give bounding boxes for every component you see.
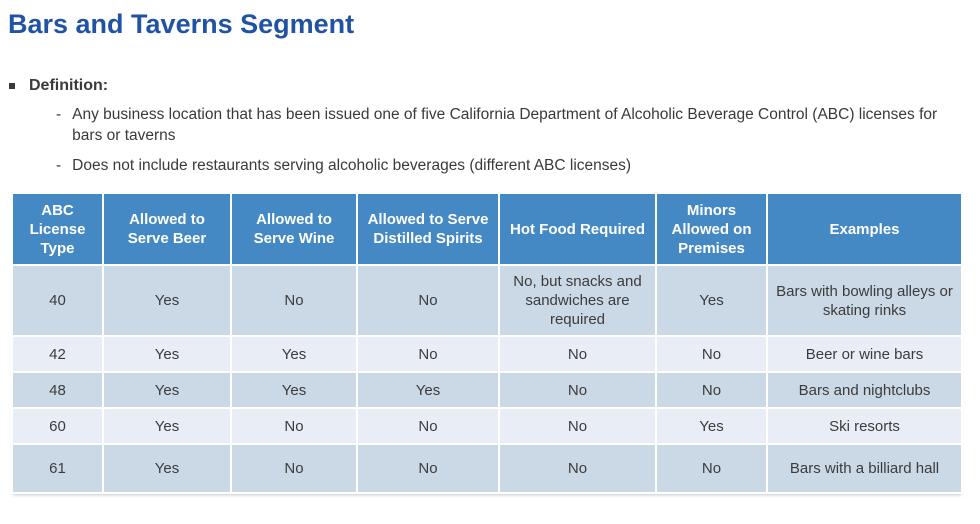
cell-minors: Yes — [657, 409, 766, 443]
dash-bullet-icon: - — [56, 106, 62, 123]
cell-serve-spirits: No — [358, 337, 498, 371]
definition-bullet-1 — [56, 104, 980, 146]
header-hot-food-required: Hot Food Required — [500, 194, 655, 264]
table-row-license-40 — [13, 266, 961, 335]
square-bullet-icon — [9, 83, 15, 89]
definition-heading — [9, 77, 980, 95]
table-row-license-60 — [13, 409, 961, 443]
cell-hot-food: No — [500, 373, 655, 407]
cell-license-type: 48 — [13, 373, 102, 407]
cell-examples: Bars with a billiard hall — [768, 445, 961, 492]
header-allowed-serve-wine: Allowed to Serve Wine — [232, 194, 356, 264]
cell-serve-wine: Yes — [232, 337, 356, 371]
header-allowed-serve-beer: Allowed to Serve Beer — [104, 194, 230, 264]
dash-bullet-icon: - — [56, 157, 62, 174]
cell-hot-food: No, but snacks and sandwiches are required — [500, 266, 655, 335]
definition-bullet-1-text: Any business location that has been issued one of five California Department of Alcoholic Beverage Control (ABC) licenses for bars or taverns — [72, 106, 938, 144]
header-minors-allowed-on-premises: Minors Allowed on Premises — [657, 194, 766, 264]
definition-label: Definition: — [29, 77, 109, 94]
definition-bullet-2 — [56, 155, 980, 176]
cell-serve-beer: Yes — [104, 337, 230, 371]
cell-license-type: 40 — [13, 266, 102, 335]
header-allowed-serve-distilled-spirits: Allowed to Serve Distilled Spirits — [358, 194, 498, 264]
table-row-license-48 — [13, 373, 961, 407]
cell-examples: Ski resorts — [768, 409, 961, 443]
table-header-row — [13, 194, 961, 264]
definition-bullet-2-text: Does not include restaurants serving alcoholic beverages (different ABC licenses) — [72, 157, 632, 174]
cell-minors: No — [657, 373, 766, 407]
cell-hot-food: No — [500, 445, 655, 492]
cell-serve-spirits: No — [358, 445, 498, 492]
cell-serve-wine: No — [232, 445, 356, 492]
cell-serve-beer: Yes — [104, 409, 230, 443]
table-row-license-61 — [13, 445, 961, 492]
cell-serve-spirits: No — [358, 409, 498, 443]
cell-serve-wine: No — [232, 409, 356, 443]
cell-minors: Yes — [657, 266, 766, 335]
abc-license-table — [11, 192, 963, 494]
table-row-license-42 — [13, 337, 961, 371]
header-abc-license-type: ABC License Type — [13, 194, 102, 264]
cell-minors: No — [657, 445, 766, 492]
cell-examples: Bars with bowling alleys or skating rinks — [768, 266, 961, 335]
definition-section — [0, 77, 980, 176]
cell-serve-spirits: No — [358, 266, 498, 335]
cell-serve-beer: Yes — [104, 266, 230, 335]
cell-minors: No — [657, 337, 766, 371]
cell-serve-wine: No — [232, 266, 356, 335]
cell-examples: Bars and nightclubs — [768, 373, 961, 407]
cell-serve-spirits: Yes — [358, 373, 498, 407]
header-examples: Examples — [768, 194, 961, 264]
cell-license-type: 61 — [13, 445, 102, 492]
cell-examples: Beer or wine bars — [768, 337, 961, 371]
cell-hot-food: No — [500, 337, 655, 371]
cell-serve-beer: Yes — [104, 445, 230, 492]
cell-license-type: 42 — [13, 337, 102, 371]
cell-serve-beer: Yes — [104, 373, 230, 407]
page-title: Bars and Taverns Segment — [8, 9, 355, 39]
cell-license-type: 60 — [13, 409, 102, 443]
cell-hot-food: No — [500, 409, 655, 443]
slide — [0, 8, 980, 524]
cell-serve-wine: Yes — [232, 373, 356, 407]
